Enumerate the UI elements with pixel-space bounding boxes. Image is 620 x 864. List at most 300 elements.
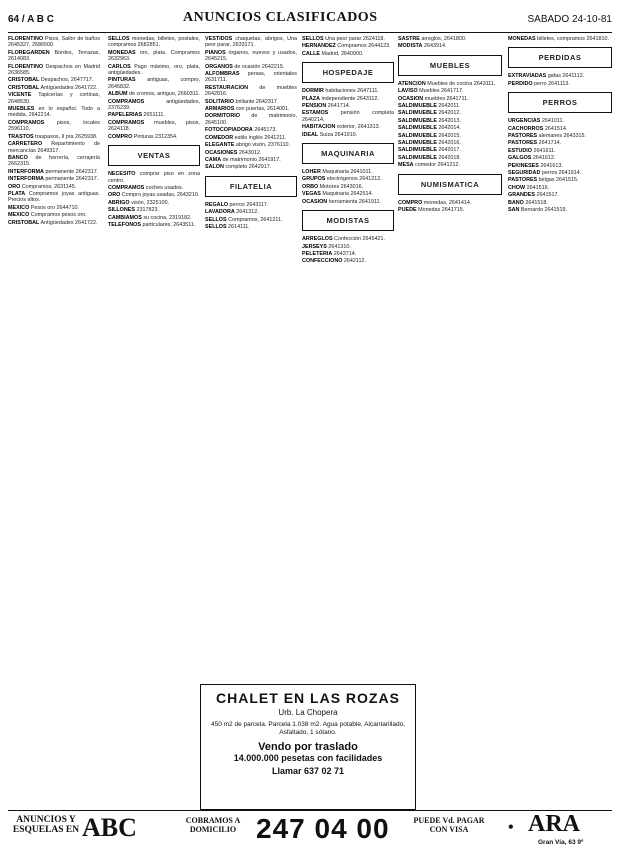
classified-ad-keyword: COMPRO: [398, 199, 423, 206]
classified-ad-keyword: ALBUM: [108, 91, 128, 98]
chalet-ad-phone: Llamar 637 02 71: [271, 766, 345, 776]
classified-ad-keyword: ESTAMOS: [302, 110, 329, 117]
classified-ad-keyword: LAVISO: [398, 88, 418, 95]
classified-ad-text: comedor 2641212.: [413, 162, 461, 169]
classified-ad-text: arreglos, 2641800.: [419, 36, 467, 42]
classified-ad: [8, 85, 100, 91]
column-1: [8, 36, 100, 806]
classified-ad-text: en lo español. Todo a medida, 2642214.: [8, 106, 100, 119]
classified-ad-keyword: COMPRAMOS: [108, 119, 145, 126]
classified-ad-keyword: FLORENTINO: [8, 63, 44, 70]
classified-ad-text: gafas 2641112.: [546, 73, 585, 80]
classified-ad: [508, 148, 612, 154]
classified-ad-text: brillante 2642317.: [233, 98, 279, 105]
classified-ad: [508, 118, 612, 124]
classified-ad: [8, 36, 100, 49]
classified-ad: [508, 177, 612, 183]
classified-ad-text: coches usados.: [144, 184, 184, 191]
classified-ad-keyword: FLOREGARDEN: [8, 49, 50, 56]
classified-ad: [205, 164, 297, 170]
classified-ad-text: completo 2642917.: [223, 164, 272, 171]
classified-ad: [508, 207, 612, 213]
classified-ad: [398, 103, 502, 109]
classified-ad: [205, 157, 297, 163]
classified-ad-keyword: JERSEYS: [302, 243, 327, 250]
classified-ad-text: Suiza 2641910.: [318, 131, 358, 138]
classified-ad: [8, 92, 100, 105]
classified-ad-keyword: OCASION: [302, 198, 328, 205]
classified-ad-text: perro 2641113.: [532, 80, 570, 87]
classified-ad-keyword: CRISTOBAL: [8, 77, 40, 84]
chalet-ad: [200, 684, 416, 810]
classified-ad-text: pensión completa 2640214.: [302, 110, 394, 123]
classified-ad-text: 2642112.: [342, 258, 367, 265]
classified-ad-keyword: PIANOS: [205, 49, 226, 56]
classified-ad-text: Compramos joyas antiguas. Precios altos.: [8, 190, 100, 204]
classified-ad-text: visón, 2325100.: [129, 199, 170, 206]
classified-ad-keyword: CAMBIAMOS: [108, 214, 142, 221]
classified-ad: [8, 77, 100, 83]
classified-ad: [508, 200, 612, 206]
section-numismatica: NUMISMATICA: [398, 174, 502, 195]
classified-ad-text: 2643714.: [332, 250, 357, 257]
classified-ad: [508, 133, 612, 139]
classified-ad: [302, 244, 394, 250]
classified-ad: [108, 222, 200, 228]
classified-ad-text: 2643012.: [237, 149, 262, 156]
classified-ad-text: traspasos, Il pra 2625938.: [33, 133, 98, 140]
classified-ad-text: comprar piso en zona centro.: [108, 171, 200, 184]
classified-ad-keyword: CONFECCIONO: [302, 258, 343, 265]
classified-ad: [205, 150, 297, 156]
classified-ad: [398, 43, 502, 49]
column-2-ads: [108, 36, 200, 140]
chalet-ad-details: 450 m2 de parcela. Parcela 1.038 m2. Agua potable, Alcantarillado, Asfaltado, 1 sótano.: [210, 721, 406, 736]
classified-ad: [108, 50, 200, 63]
page-header: [8, 10, 612, 33]
classified-ad-keyword: SELLOS: [302, 36, 324, 42]
classified-ad: [508, 36, 612, 42]
column-4-ads-d: [302, 236, 394, 265]
classified-ad: [205, 209, 297, 215]
classified-ad-keyword: ATENCION: [398, 80, 426, 87]
column-5-ads: [398, 36, 502, 50]
classified-ad: [508, 73, 612, 79]
classified-ad-keyword: IDEAL: [302, 131, 319, 138]
classified-ad-text: 2641011.: [540, 118, 564, 125]
classified-ad: [398, 81, 502, 87]
classified-ad-keyword: EXTRAVIADAS: [508, 73, 547, 80]
classified-ad-keyword: FLORENTINO: [8, 36, 44, 42]
classified-ad: [398, 147, 502, 153]
classified-ad: [302, 43, 394, 49]
classified-ad: [205, 217, 297, 223]
classified-ad-keyword: SALDIMUEBLE: [398, 132, 437, 139]
classified-ad: [398, 96, 502, 102]
classified-ad-text: 2642014.: [436, 125, 461, 132]
classified-ad-keyword: CACHORROS: [508, 125, 544, 132]
classified-ad: [8, 134, 100, 140]
classified-ad: [205, 36, 297, 49]
footer-pagar-visa: PUEDE Vd. PAGAR CON VISA: [413, 816, 485, 834]
classified-ad: [8, 176, 100, 182]
classified-ad: [398, 140, 502, 146]
classified-ad-text: 2641312.: [234, 209, 259, 216]
classified-ad-text: 2641612.: [531, 155, 556, 162]
classified-ad-keyword: COMPRO: [108, 133, 133, 140]
classified-ad: [108, 112, 200, 118]
classified-ad: [508, 126, 612, 132]
classified-ad-text: 2642018.: [436, 154, 461, 161]
classified-ad-keyword: SASTRE: [398, 36, 420, 42]
classified-ad-keyword: SELLOS: [205, 216, 227, 223]
classified-ad-text: 2641310.: [326, 243, 351, 250]
classified-ad-keyword: OCASIONES: [205, 149, 238, 156]
classified-ad-keyword: PEKINESES: [508, 162, 539, 169]
classified-ad-keyword: ABRIGO: [108, 199, 130, 206]
classified-ad-text: Una peor parar 2624118.: [323, 36, 385, 42]
column-3-ads: [205, 36, 297, 171]
classified-ad: [108, 120, 200, 133]
section-perdidas: PERDIDAS: [508, 47, 612, 68]
classified-ad: [508, 185, 612, 191]
classified-ad: [205, 99, 297, 105]
classified-ad-text: de matrimonio, 2645100.: [205, 113, 297, 126]
classified-ad-keyword: INTERFORMA: [8, 168, 44, 175]
classified-ad-text: Muebles de cocina 2643111.: [425, 80, 496, 87]
classified-ad-keyword: SILLONES: [108, 207, 135, 214]
classified-ad-text: Muebles 2641717.: [417, 88, 464, 95]
classified-ad-keyword: SALDIMUEBLE: [398, 110, 437, 117]
classified-ad-keyword: VEGAS: [302, 191, 321, 198]
classified-ad-keyword: TELEFONOS: [108, 221, 141, 228]
classified-ad-keyword: MEXICO: [8, 204, 30, 211]
section-ventas: VENTAS: [108, 145, 200, 166]
classified-ad-keyword: BANCO: [8, 154, 28, 161]
classified-ad-text: pisos, locales 2596110.: [8, 119, 100, 133]
classified-ad-text: exterior, 2641313.: [335, 124, 381, 131]
classified-ad-keyword: CRISTOBAL: [8, 219, 40, 226]
classified-ad-keyword: SALDIMUEBLE: [398, 125, 437, 132]
classified-ad-keyword: CAMA: [205, 156, 222, 163]
classified-ad: [302, 251, 394, 257]
classified-ad-text: Compramos, 2631145.: [20, 183, 77, 190]
classified-ad-text: de herrería, cerrajería 2662315.: [8, 154, 100, 168]
classified-ad: [205, 106, 297, 112]
classified-ad-keyword: MONEDAS: [508, 36, 536, 42]
classified-ad-keyword: MESA: [398, 162, 414, 169]
classified-ad-text: Compramos, 2641211.: [226, 216, 283, 223]
classified-ad-text: perros 2641914.: [540, 170, 582, 177]
classified-ad: [302, 96, 394, 102]
classified-ad-text: de matrimonio 2641917.: [221, 156, 281, 163]
classified-ad-keyword: INTERFORMA: [8, 176, 44, 183]
classified-ad-text: 2641714.: [537, 140, 562, 147]
classified-ad: [8, 106, 100, 119]
classified-ad-text: Compro joyas usadas, 2643210.: [120, 192, 200, 199]
classified-ad-keyword: SALDIMUEBLE: [398, 154, 437, 161]
classified-ad-text: antiguas, compro, 2645832.: [108, 77, 200, 90]
classified-ad-text: Bordes, Terrazas, 2614083.: [8, 49, 100, 63]
classified-ad-text: 2641517.: [534, 192, 559, 199]
classified-ad: [302, 184, 394, 190]
classified-ad-text: independiente 2643112.: [319, 95, 379, 102]
classified-ad-text: de cromos, antiguo, 2660311.: [127, 91, 200, 98]
page-date: SABADO 24-10-81: [527, 14, 612, 25]
chalet-ad-headline: Vendo por traslado: [258, 741, 358, 753]
classified-ad-text: 2642011.: [436, 103, 461, 110]
classified-ad: [398, 125, 502, 131]
page-title: ANUNCIOS CLASIFICADOS: [183, 10, 378, 25]
classified-ad-keyword: OCASION: [398, 95, 424, 102]
classified-ad-text: 2614111.: [226, 223, 250, 230]
footer-cobramos: COBRAMOS A DOMICILIO: [185, 816, 241, 834]
classified-ad-text: Bernardo 2641519.: [519, 207, 568, 214]
classified-ad: [302, 191, 394, 197]
classified-ad-keyword: VICENTE: [8, 92, 32, 99]
classified-ad-text: monedas, 2641414.: [422, 199, 472, 206]
classified-ad: [302, 124, 394, 130]
section-muebles: MUEBLES: [398, 55, 502, 76]
classified-ad: [508, 155, 612, 161]
classified-ad-text: antigüedades, 2376239.: [108, 98, 200, 112]
classified-ad-text: Pago máximo, oro, plata, antigüedades.: [108, 63, 200, 77]
classified-ad: [302, 199, 394, 205]
classified-ad-text: Motores 2643016.: [318, 183, 364, 190]
classified-ad: [302, 88, 394, 94]
classified-ad-text: Pesos oro 2644710.: [29, 204, 80, 211]
classified-ad-text: Maquinaria 2641011.: [320, 169, 373, 176]
section-perros: PERROS: [508, 92, 612, 113]
classified-ad: [508, 192, 612, 198]
classified-ad: [108, 185, 200, 191]
classified-ad-text: 2642012.: [436, 110, 461, 117]
classified-ad: [302, 169, 394, 175]
chalet-ad-price: 14.000.000 pesetas con facilidades: [233, 753, 383, 763]
classified-ad-keyword: LAVADORA: [205, 209, 235, 216]
classified-ad: [398, 118, 502, 124]
classified-ad-text: estilo inglés 2641211.: [233, 134, 287, 141]
classified-ad: [205, 224, 297, 230]
classified-ad: [508, 163, 612, 169]
classified-ad: [398, 200, 502, 206]
section-maquinaria: MAQUINARIA: [302, 143, 394, 164]
classified-ad-keyword: TRASTOS: [8, 133, 34, 140]
classified-ad: [302, 132, 394, 138]
classified-ad: [398, 162, 502, 168]
classified-ad: [302, 236, 394, 242]
classified-ad-text: 2645173.: [252, 127, 277, 134]
classified-ad: [8, 191, 100, 204]
classified-ad-keyword: CRISTOBAL: [8, 84, 40, 91]
column-2: [108, 36, 200, 806]
classified-ad-text: Despachos, 2647717.: [39, 77, 94, 84]
footer-bullet-icon: •: [508, 819, 514, 836]
column-6: [508, 36, 612, 806]
classified-ad: [8, 64, 100, 77]
classified-ad-keyword: ORGANOS: [205, 63, 233, 70]
classified-ad-keyword: FOTOCOPIADORA: [205, 127, 253, 134]
classified-ad-text: persas, orientales 2631711.: [205, 71, 297, 84]
classified-ad: [398, 155, 502, 161]
classified-ad: [108, 215, 200, 221]
section-modistas: MODISTAS: [302, 210, 394, 231]
classified-ad: [508, 170, 612, 176]
classified-ad-keyword: ORBO: [302, 183, 319, 190]
column-2-ads-b: [108, 171, 200, 228]
classified-ad-text: Antigüedades 2641722.: [39, 219, 98, 226]
classified-ad-keyword: DORMIR: [302, 88, 324, 95]
classified-ad: [108, 171, 200, 184]
classified-ad: [302, 36, 394, 42]
classified-ad: [508, 81, 612, 87]
classified-ad-text: 2642013.: [436, 117, 461, 124]
classified-ad-text: Monedas 2641715.: [416, 207, 465, 214]
classified-ad-keyword: PAPELERIAS: [108, 112, 143, 119]
classified-ad: [8, 212, 100, 218]
classified-ad-keyword: PASTORES: [508, 140, 538, 147]
classified-ad-text: Repartimiento de mercancías 2649317.: [8, 141, 100, 154]
classified-ad: [302, 51, 394, 57]
classified-ad: [8, 120, 100, 133]
classified-ad: [205, 127, 297, 133]
classified-ad-keyword: ESTUDIO: [508, 147, 532, 154]
classified-ad: [8, 184, 100, 190]
classified-ad: [8, 205, 100, 211]
classified-ad-text: Compramos pesos oro.: [29, 212, 87, 219]
column-4-ads-b: [302, 88, 394, 138]
classified-ad-keyword: ORO: [8, 183, 21, 190]
classified-ad-keyword: PASTORES: [508, 177, 538, 184]
chalet-ad-subtitle: Urb. La Chopera: [278, 708, 338, 717]
column-4-ads-c: [302, 169, 394, 205]
classified-ad-keyword: MUEBLES: [8, 106, 35, 113]
footer-ara-address: Gran Vía, 63 9º: [538, 839, 584, 846]
classified-ad-text: permanente 2642317.: [43, 168, 99, 175]
classified-ad: [205, 50, 297, 63]
classified-ad-text: muebles, pisos, 2624118.: [108, 119, 200, 133]
classified-ad-keyword: CHOW: [508, 184, 526, 191]
classified-ad-keyword: PLAZA: [302, 95, 320, 102]
classified-ad: [108, 36, 200, 49]
classified-ad-keyword: HABITACION: [302, 124, 336, 131]
section-hospedaje: HOSPEDAJE: [302, 62, 394, 83]
classified-ad-text: Tapicerías y cortinas, 2648530.: [8, 92, 100, 105]
classified-ad-text: Madrid, 2640900.: [319, 50, 364, 57]
classified-ad-keyword: SALDIMUEBLE: [398, 117, 437, 124]
classified-ad-keyword: ALFOMBRAS: [205, 71, 240, 78]
classified-ad: [108, 200, 200, 206]
column-6-ads-b: [508, 73, 612, 87]
classified-ad-text: 2651111.: [142, 112, 165, 119]
classified-ad-text: muebles 2641711.: [423, 95, 469, 102]
classified-ad: [108, 99, 200, 112]
classified-ad: [508, 140, 612, 146]
page-label: 64 / A B C: [8, 14, 54, 25]
classified-ad: [108, 64, 200, 77]
classified-ad-keyword: PLATA: [8, 190, 26, 197]
classified-ad: [108, 134, 200, 140]
classified-ad-keyword: BANO: [508, 199, 524, 206]
classified-ad-keyword: PENSION: [302, 103, 327, 110]
classified-ad-keyword: RESTAURACION: [205, 84, 249, 91]
classified-ad-keyword: SOLITARIO: [205, 98, 234, 105]
classified-ad-text: alemanes 2643315.: [537, 133, 587, 140]
classified-ad-keyword: PUEDE: [398, 207, 417, 214]
classified-ad-text: 2641613.: [538, 162, 563, 169]
classified-ad-text: abrigo visón, 2376110.: [234, 142, 291, 149]
classified-ad-keyword: REGALO: [205, 201, 229, 208]
classified-ad: [398, 133, 502, 139]
classified-ad-keyword: LOHER: [302, 169, 321, 176]
classified-ad-text: con puertas, 2614001.: [234, 106, 290, 113]
classified-ad-text: Antigüedades 2641722.: [39, 84, 98, 91]
classified-ad-text: monedas, billetes, postales, compramos 2682851.: [108, 36, 200, 49]
column-3: [205, 36, 297, 676]
classified-ad-keyword: COMEDOR: [205, 134, 234, 141]
classified-ad-text: 2641714.: [326, 103, 351, 110]
classified-ad-text: 2641516.: [525, 184, 550, 191]
classified-ad: [8, 220, 100, 226]
classified-ad-text: Confección 2645421.: [332, 236, 386, 243]
classified-ad-keyword: PASTORES: [508, 133, 538, 140]
classified-ad-text: Compramos 2644123.: [335, 43, 391, 50]
classified-ad: [302, 103, 394, 109]
classified-ad-text: órganos, nuevos y usados, 2645215.: [205, 49, 297, 63]
classified-ad: [205, 113, 297, 126]
classified-ad-keyword: DORMITORIO: [205, 113, 240, 120]
classified-ad-keyword: NECESITO: [108, 171, 136, 178]
footer-phone: 247 04 00: [256, 813, 390, 844]
classified-ad-keyword: COMPRAMOS: [8, 119, 45, 126]
classified-ad: [398, 36, 502, 42]
classified-ad: [205, 202, 297, 208]
classified-ad-text: herramienta 2641911.: [327, 198, 382, 205]
classified-ad-keyword: CARRETERO: [8, 141, 43, 148]
classified-ad: [8, 50, 100, 63]
classified-ad: [302, 176, 394, 182]
classified-ad-text: oro, plata. Compramos 2632963.: [108, 49, 200, 63]
classified-ad: [398, 88, 502, 94]
classified-ad-text: de ocasión 2642215.: [232, 63, 285, 70]
classified-ad-keyword: SALDIMUEBLE: [398, 140, 437, 147]
classified-ad-keyword: MEXICO: [8, 212, 30, 219]
classified-ad-keyword: SALDIMUEBLE: [398, 147, 437, 154]
classified-ad-keyword: PELETERIA: [302, 250, 333, 257]
classified-ad-text: Maquinaria 2642514.: [320, 191, 374, 198]
column-5-ads-c: [398, 200, 502, 214]
classified-ad-text: habitaciones 2647111.: [323, 88, 379, 95]
classified-ad-keyword: ARMARIOS: [205, 106, 235, 113]
classified-ad-keyword: ARREGLOS: [302, 236, 333, 243]
footer-banner: [8, 810, 612, 857]
classified-ad-text: 2642017.: [436, 147, 461, 154]
classified-ad: [8, 169, 100, 175]
classified-ad-keyword: COMPRAMOS: [108, 184, 145, 191]
chalet-ad-title: CHALET EN LAS ROZAS: [216, 690, 400, 706]
classified-ad-text: 2641514.: [543, 125, 568, 132]
column-4: [302, 36, 394, 676]
classified-ad-keyword: SELLOS: [108, 36, 130, 42]
classified-ad-text: permanente 2642317.: [43, 176, 99, 183]
classified-ad-text: perros 2643117.: [228, 201, 269, 208]
classified-ad: [205, 135, 297, 141]
classified-ad: [108, 77, 200, 90]
classified-ad-text: belgas 2641515.: [537, 177, 579, 184]
classified-ad-keyword: URGENCIAS: [508, 118, 541, 125]
classified-ad-text: 2642015.: [436, 132, 461, 139]
classified-ad-keyword: CARLOS: [108, 63, 131, 70]
